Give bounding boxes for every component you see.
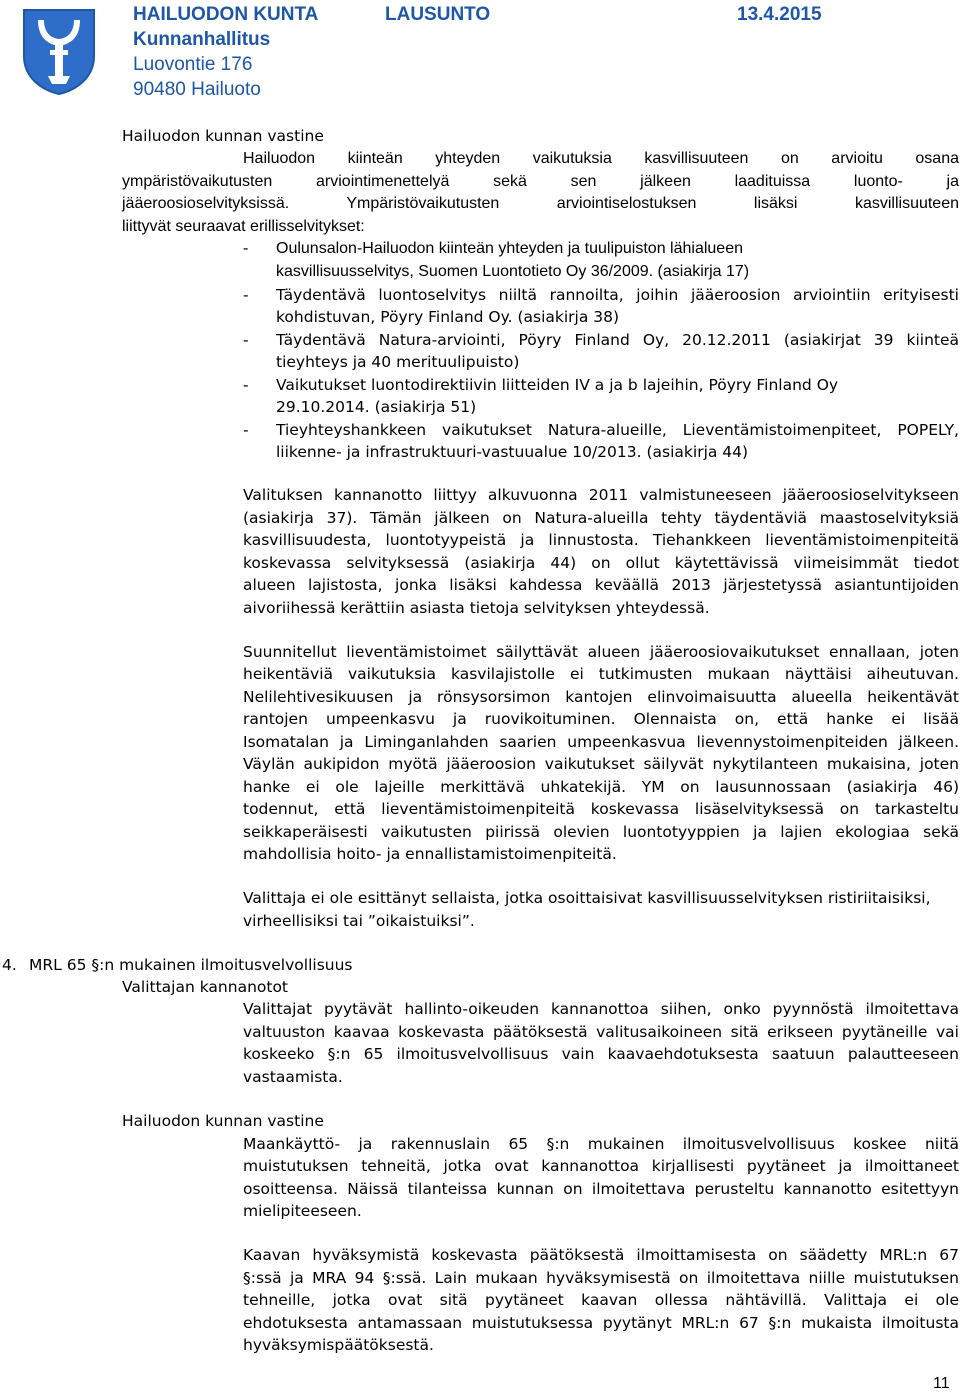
paragraph-line: Valittaja ei ole esittänyt sellaista, jotka osoittaisivat kasvillisuusselvityksen ristiriitaisiksi, [243, 889, 931, 907]
paragraph-line: osoitteensa. Näissä tilanteissa kunnan on ilmoitettava perusteltu kannanotto esitettyyn [243, 1180, 959, 1198]
paragraph-line: Väylän aukipidon myötä jääeroosion vaikutukset säilyvät nykytilanteen mukaisina, joten [243, 755, 959, 773]
paragraph-line: tehneille, jotka ovat sitä pyytäneet kaavan ollessa nähtävillä. Valittaja ei ole [243, 1291, 959, 1309]
bullet-line: Täydentävä Natura-arviointi, Pöyry Finland Oy, 20.12.2011 (asiakirjat 39 kiinteä [276, 331, 959, 349]
bullet-line: liikenne- ja infrastruktuuri-vastuualue 10/2013. (asiakirja 44) [276, 443, 749, 461]
paragraph-line: Maankäyttö- ja rakennuslain 65 §:n mukainen ilmoitusvelvollisuus koskee niitä [243, 1135, 959, 1153]
section-number: 4. [2, 956, 17, 974]
paragraph-line: jääeroosioselvityksissä. Ympäristövaikutusten arviointiselostuksen lisäksi kasvillisuuteen [122, 195, 959, 212]
postal-address: 90480 Hailuoto [133, 79, 261, 100]
section-title: MRL 65 §:n mukainen ilmoitusvelvollisuus [29, 956, 353, 974]
paragraph-line: (asiakirja 37). Tämän jälkeen on Natura-alueilla tehty täydentäviä maastoselvityksiä [243, 509, 959, 527]
paragraph-line: Valittajat pyytävät hallinto-oikeuden kannanottoa siihen, onko pyynnöstä ilmoitettava [243, 1000, 959, 1018]
paragraph-line: alueen lajistosta, jonka lisäksi kahdessa keväällä 2013 järjestetyssä asiantuntijoiden [243, 576, 959, 594]
paragraph-line: heikentäviä vaikutuksia kasvilajistolle ei tutkimusten mukaan näyttäisi aiheutuvan. [243, 665, 959, 683]
bullet-line: tieyhteys ja 40 merituulipuisto) [276, 353, 520, 371]
paragraph-line: mielipiteeseen. [243, 1202, 362, 1220]
paragraph-line: hyväksymispäätöksestä. [243, 1336, 434, 1354]
organization-block [133, 2, 318, 102]
document-type: LAUSUNTO [385, 4, 491, 25]
paragraph-line: vastaamista. [243, 1068, 343, 1086]
bullet-line: 29.10.2014. (asiakirja 51) [276, 398, 477, 416]
response-heading: Hailuodon kunnan vastine [122, 1112, 324, 1130]
paragraph-line: kasvillisuudesta, luontotyypeistä ja linnustosta. Tiehankkeen lieventämistoimenpiteitä [243, 531, 959, 549]
municipal-crest-icon [20, 6, 98, 96]
paragraph-line: Nelilehtivesikuusen ja rönsysorsimon kantojen elinvoimaisuutta alueella heikentävät [243, 688, 959, 706]
paragraph-line: Isomatalan ja Liminganlahden saarien umpeenkasvua lievennystoimenpiteiden jälkeen. [243, 733, 959, 751]
bullet-line: Vaikutukset luontodirektiivin liitteiden IV a ja b lajeihin, Pöyry Finland Oy [276, 376, 839, 394]
bullet-line: Oulunsalon-Hailuodon kiinteän yhteyden ja tuulipuiston lähialueen [276, 240, 743, 257]
paragraph-line: Suunnitellut lieventämistoimet säilyttävät alueen jääeroosiovaikutukset ennallaan, joten [243, 643, 959, 661]
paragraph-line: todennut, että lieventämistoimenpiteitä koskevassa lisäselvityksessä on tarkasteltu [243, 800, 959, 818]
bullet-dash: - [243, 376, 249, 394]
paragraph-line: rantojen umpeenkasvu ja ruovikoituminen. Olennaista on, että hanke ei lisää [243, 710, 959, 728]
paragraph-line: Valituksen kannanotto liittyy alkuvuonna 2011 valmistuneeseen jääeroosioselvitykseen [243, 486, 959, 504]
paragraph-line: koskeeko §:n 65 ilmoitusvelvollisuus vain kaavaehdotuksesta saatuun palautteeseen [243, 1045, 959, 1063]
bullet-dash: - [243, 240, 249, 257]
response-heading: Hailuodon kunnan vastine [122, 127, 324, 145]
document-date: 13.4.2015 [737, 4, 822, 25]
bullet-dash: - [243, 421, 249, 439]
appellant-claims-heading: Valittajan kannanotot [122, 978, 289, 996]
paragraph-line: §:ssä ja MRA 94 §:ssä. Lain mukaan hyväksymisestä on ilmoitettava niille muistutuksen [243, 1269, 959, 1287]
bullet-line: Tieyhteyshankkeen vaikutukset Natura-alueille, Lieventämistoimenpiteet, POPELY, [276, 421, 959, 439]
street-address: Luovontie 176 [133, 54, 253, 75]
bullet-dash: - [243, 286, 249, 304]
paragraph-line: ehdotuksesta antamassaan muistutuksessa pyytänyt MRL:n 67 §:n mukaista ilmoitusta [243, 1314, 959, 1332]
bullet-line: kohdistuvan, Pöyry Finland Oy. (asiakirja 38) [276, 308, 620, 326]
paragraph-line: liittyvät seuraavat erillisselvitykset: [122, 218, 365, 235]
paragraph-line: seikkaperäisesti vaikutusten piirissä olevien luontotyyppien ja lajien ekologiaa sekä [243, 823, 959, 841]
paragraph-line: valtuuston kaavaa koskevasta päätöksestä valitusaikoineen sitä erikseen pyytäneille vai [243, 1023, 959, 1041]
paragraph-line: hanke ei ole lajeille merkittävä uhkatekijä. YM on lausunnossaan (asiakirja 46) [243, 778, 959, 796]
bullet-line: Täydentävä luontoselvitys niiltä rannoilta, joihin jääeroosion arviointiin erityisesti [276, 286, 959, 304]
department-name: Kunnanhallitus [133, 29, 271, 50]
paragraph-line: mahdollisia hoito- ja ennallistamistoimenpiteitä. [243, 845, 617, 863]
bullet-dash: - [243, 331, 249, 349]
letterhead [0, 0, 960, 100]
page-number: 11 [933, 1375, 950, 1392]
bullet-line: kasvillisuusselvitys, Suomen Luontotieto Oy 36/2009. (asiakirja 17) [276, 263, 750, 280]
paragraph-line: muistutuksen tehneitä, jotka ovat kannanottoa kirjallisesti pyytäneet ja ilmoittaneet [243, 1157, 959, 1175]
municipality-name: HAILUODON KUNTA [133, 4, 319, 25]
paragraph-line: aivoriihessä kerättiin asiasta tietoja selvityksen yhteydessä. [243, 599, 710, 617]
paragraph-line: Kaavan hyväksymistä koskevasta päätöksestä ilmoittamisesta on säädetty MRL:n 67 [243, 1246, 959, 1264]
paragraph-line: virheellisiksi tai ”oikaistuiksi”. [243, 912, 475, 930]
paragraph-line: ympäristövaikutusten arviointimenettelyä sekä sen jälkeen laadituissa luonto- ja [122, 173, 959, 190]
paragraph-line: koskevassa selvityksessä (asiakirja 44) on ollut käytettävissä viimeisimmät tiedot [243, 554, 959, 572]
paragraph-line: Hailuodon kiinteän yhteyden vaikutuksia kasvillisuuteen on arvioitu osana [243, 150, 959, 167]
